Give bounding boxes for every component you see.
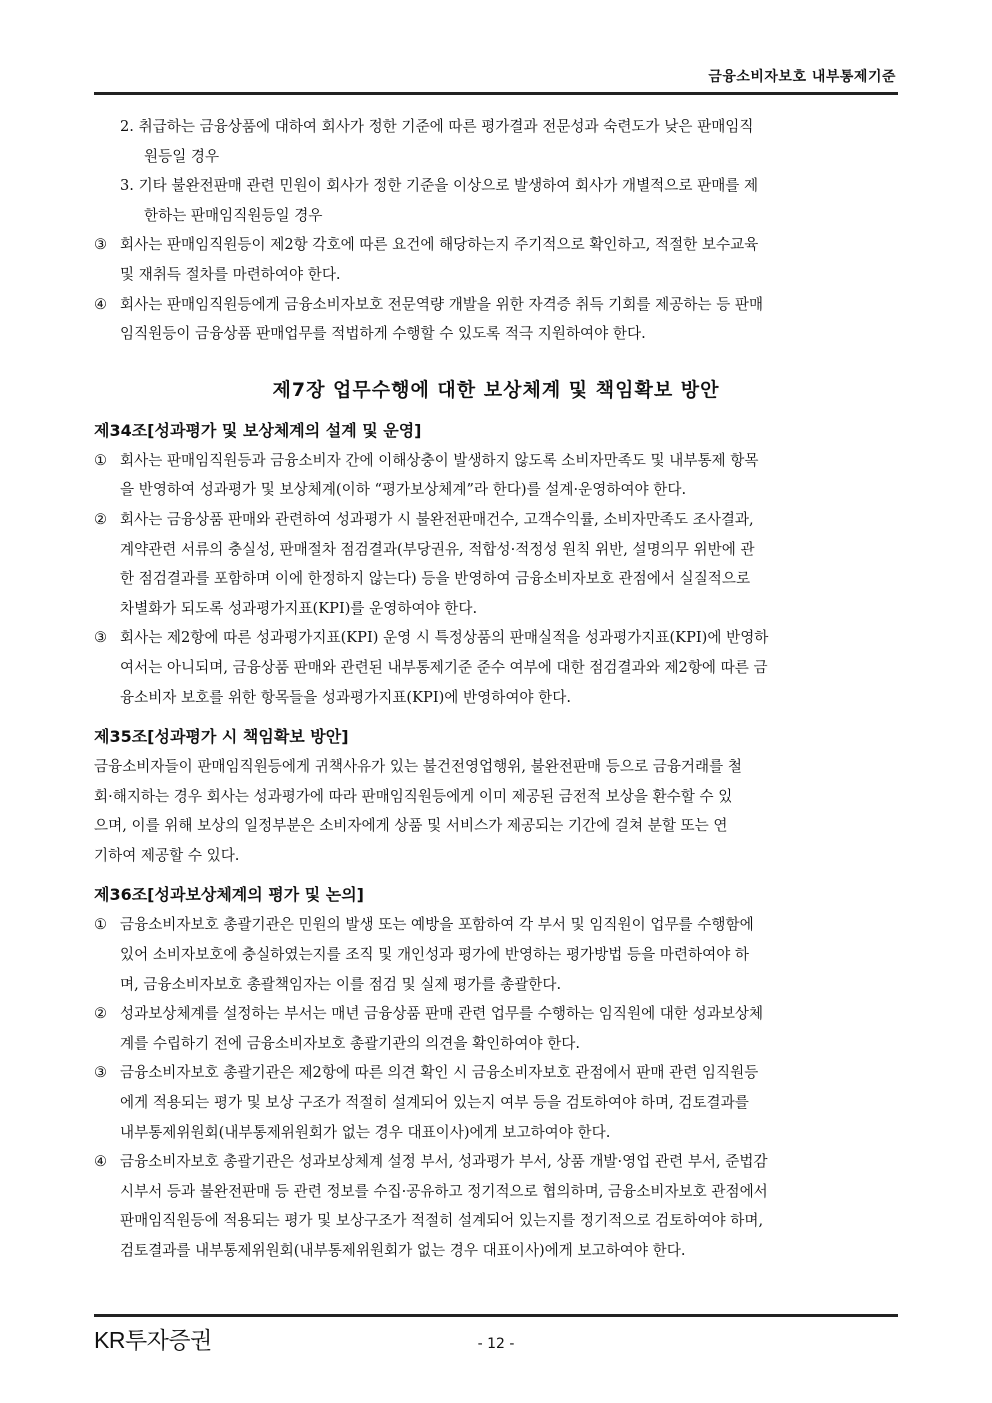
art36-paragraph-4-cont: 판매임직원등에 적용되는 평가 및 보상구조가 적절히 설계되어 있는지를 정기적으로 검토하여야 하며,	[120, 1212, 764, 1230]
art34-paragraph-2-cont: 한 점검결과를 포함하며 이에 한정하지 않는다) 등을 반영하여 금융소비자보호 관점에서 실질적으로	[120, 570, 751, 588]
sub-item-3: 3. 기타 불완전판매 관련 민원이 회사가 정한 기준을 이상으로 발생하여 회사가 개별적으로 판매를 제	[120, 177, 759, 195]
chapter-title: 제7장 업무수행에 대한 보상체계 및 책임확보 방안	[272, 378, 720, 401]
art34-paragraph-3-cont: 융소비자 보호를 위한 항목들을 성과평가지표(KPI)에 반영하여야 한다.	[120, 688, 571, 706]
paragraph-number: ③	[94, 629, 108, 647]
art36-paragraph-3	[94, 1058, 898, 1088]
paragraph-3	[94, 230, 898, 260]
paragraph-number: ③	[94, 236, 108, 254]
paragraph-text: 금융소비자보호 총괄기관은 제2항에 따른 의견 확인 시 금융소비자보호 관점에서 판매 관련 임직원등	[120, 1064, 759, 1082]
document-body	[94, 112, 898, 1266]
art34-paragraph-3	[94, 623, 898, 653]
art36-paragraph-4	[94, 1147, 898, 1177]
article-36-title: 제36조[성과보상체계의 평가 및 논의]	[94, 885, 364, 905]
art34-paragraph-1-cont: 을 반영하여 성과평가 및 보상체계(이하 “평가보상체계”라 한다)를 설계·운영하여야 한다.	[120, 481, 687, 499]
art36-paragraph-2-cont: 계를 수립하기 전에 금융소비자보호 총괄기관의 의견을 확인하여야 한다.	[120, 1034, 581, 1052]
art36-paragraph-1-cont: 있어 소비자보호에 충실하였는지를 조직 및 개인성과 평가에 반영하는 평가방법 등을 마련하여야 하	[120, 946, 750, 964]
paragraph-text: 회사는 금융상품 판매와 관련하여 성과평가 시 불완전판매건수, 고객수익률, 소비자만족도 조사결과,	[120, 510, 754, 528]
paragraph-3-cont: 및 재취득 절차를 마련하여야 한다.	[120, 265, 341, 283]
sub-item-3-cont: 한하는 판매임직원등일 경우	[144, 206, 323, 224]
article-34-title: 제34조[성과평가 및 보상체계의 설계 및 운영]	[94, 420, 422, 440]
paragraph-text: 성과보상체계를 설정하는 부서는 매년 금융상품 판매 관련 업무를 수행하는 임직원에 대한 성과보상체	[120, 1005, 764, 1023]
art34-paragraph-2	[94, 505, 898, 535]
art34-paragraph-2-cont: 계약관련 서류의 충실성, 판매절차 점검결과(부당권유, 적합성·적정성 원칙 위반, 설명의무 위반에 관	[120, 540, 755, 558]
art36-paragraph-1	[94, 910, 898, 940]
paragraph-number: ③	[94, 1064, 108, 1082]
art36-paragraph-3-cont: 내부통제위원회(내부통제위원회가 없는 경우 대표이사)에게 보고하여야 한다.	[120, 1123, 611, 1141]
paragraph-number: ④	[94, 1153, 108, 1171]
art36-paragraph-1-cont: 며, 금융소비자보호 총괄책임자는 이를 점검 및 실제 평가를 총괄한다.	[120, 975, 562, 993]
sub-item-2: 2. 취급하는 금융상품에 대하여 회사가 정한 기준에 따른 평가결과 전문성과 숙련도가 낮은 판매임직	[120, 118, 754, 135]
company-logo: KR투자증권	[94, 1327, 212, 1353]
page-number: - 12 -	[477, 1336, 515, 1352]
art35-text: 기하여 제공할 수 있다.	[94, 846, 240, 864]
footer-rule	[94, 1314, 898, 1317]
running-header-title: 금융소비자보호 내부통제기준	[708, 69, 896, 85]
paragraph-4	[94, 290, 898, 320]
paragraph-number: ①	[94, 451, 108, 469]
header-rule	[94, 92, 898, 95]
paragraph-text: 금융소비자보호 총괄기관은 민원의 발생 또는 예방을 포함하여 각 부서 및 임직원이 업무를 수행함에	[120, 916, 754, 934]
paragraph-text: 회사는 판매임직원등에게 금융소비자보호 전문역량 개발을 위한 자격증 취득 기회를 제공하는 등 판매	[120, 295, 764, 313]
article-35-title: 제35조[성과평가 시 책임확보 방안]	[94, 727, 349, 747]
paragraph-number: ②	[94, 1005, 108, 1023]
paragraph-number: ①	[94, 916, 108, 934]
paragraph-text: 회사는 판매임직원등과 금융소비자 간에 이해상충이 발생하지 않도록 소비자만족도 및 내부통제 항목	[120, 451, 759, 469]
paragraph-text: 회사는 제2항에 따른 성과평가지표(KPI) 운영 시 특정상품의 판매실적을 성과평가지표(KPI)에 반영하	[120, 629, 769, 647]
art36-paragraph-3-cont: 에게 적용되는 평가 및 보상 구조가 적절히 설계되어 있는지 여부 등을 검토하여야 하며, 검토결과를	[120, 1094, 749, 1112]
paragraph-4-cont: 임직원등이 금융상품 판매업무를 적법하게 수행할 수 있도록 적극 지원하여야 한다.	[120, 325, 646, 343]
art36-paragraph-4-cont: 검토결과를 내부통제위원회(내부통제위원회가 없는 경우 대표이사)에게 보고하여야 한다.	[120, 1242, 686, 1259]
paragraph-text: 금융소비자보호 총괄기관은 성과보상체계 설정 부서, 성과평가 부서, 상품 개발·영업 관련 부서, 준법감	[120, 1153, 768, 1171]
paragraph-number: ②	[94, 510, 108, 528]
art36-paragraph-2	[94, 999, 898, 1029]
art35-text: 회·해지하는 경우 회사는 성과평가에 따라 판매임직원등에게 이미 제공된 금전적 보상을 환수할 수 있	[94, 787, 733, 805]
art35-text: 금융소비자들이 판매임직원등에게 귀책사유가 있는 불건전영업행위, 불완전판매 등으로 금융거래를 철	[94, 758, 742, 776]
paragraph-text: 회사는 판매임직원등이 제2항 각호에 따른 요건에 해당하는지 주기적으로 확인하고, 적절한 보수교육	[120, 236, 759, 254]
art34-paragraph-2-cont: 차별화가 되도록 성과평가지표(KPI)를 운영하여야 한다.	[120, 599, 478, 617]
art34-paragraph-1	[94, 446, 898, 476]
art35-text: 으며, 이를 위해 보상의 일정부분은 소비자에게 상품 및 서비스가 제공되는 기간에 걸쳐 분할 또는 연	[94, 817, 728, 835]
art36-paragraph-4-cont: 시부서 등과 불완전판매 등 관련 정보를 수집·공유하고 정기적으로 협의하며, 금융소비자보호 관점에서	[120, 1182, 768, 1200]
paragraph-number: ④	[94, 295, 108, 313]
sub-item-2-cont: 원등일 경우	[144, 147, 220, 165]
art34-paragraph-3-cont: 여서는 아니되며, 금융상품 판매와 관련된 내부통제기준 준수 여부에 대한 점검결과와 제2항에 따른 금	[120, 658, 768, 676]
